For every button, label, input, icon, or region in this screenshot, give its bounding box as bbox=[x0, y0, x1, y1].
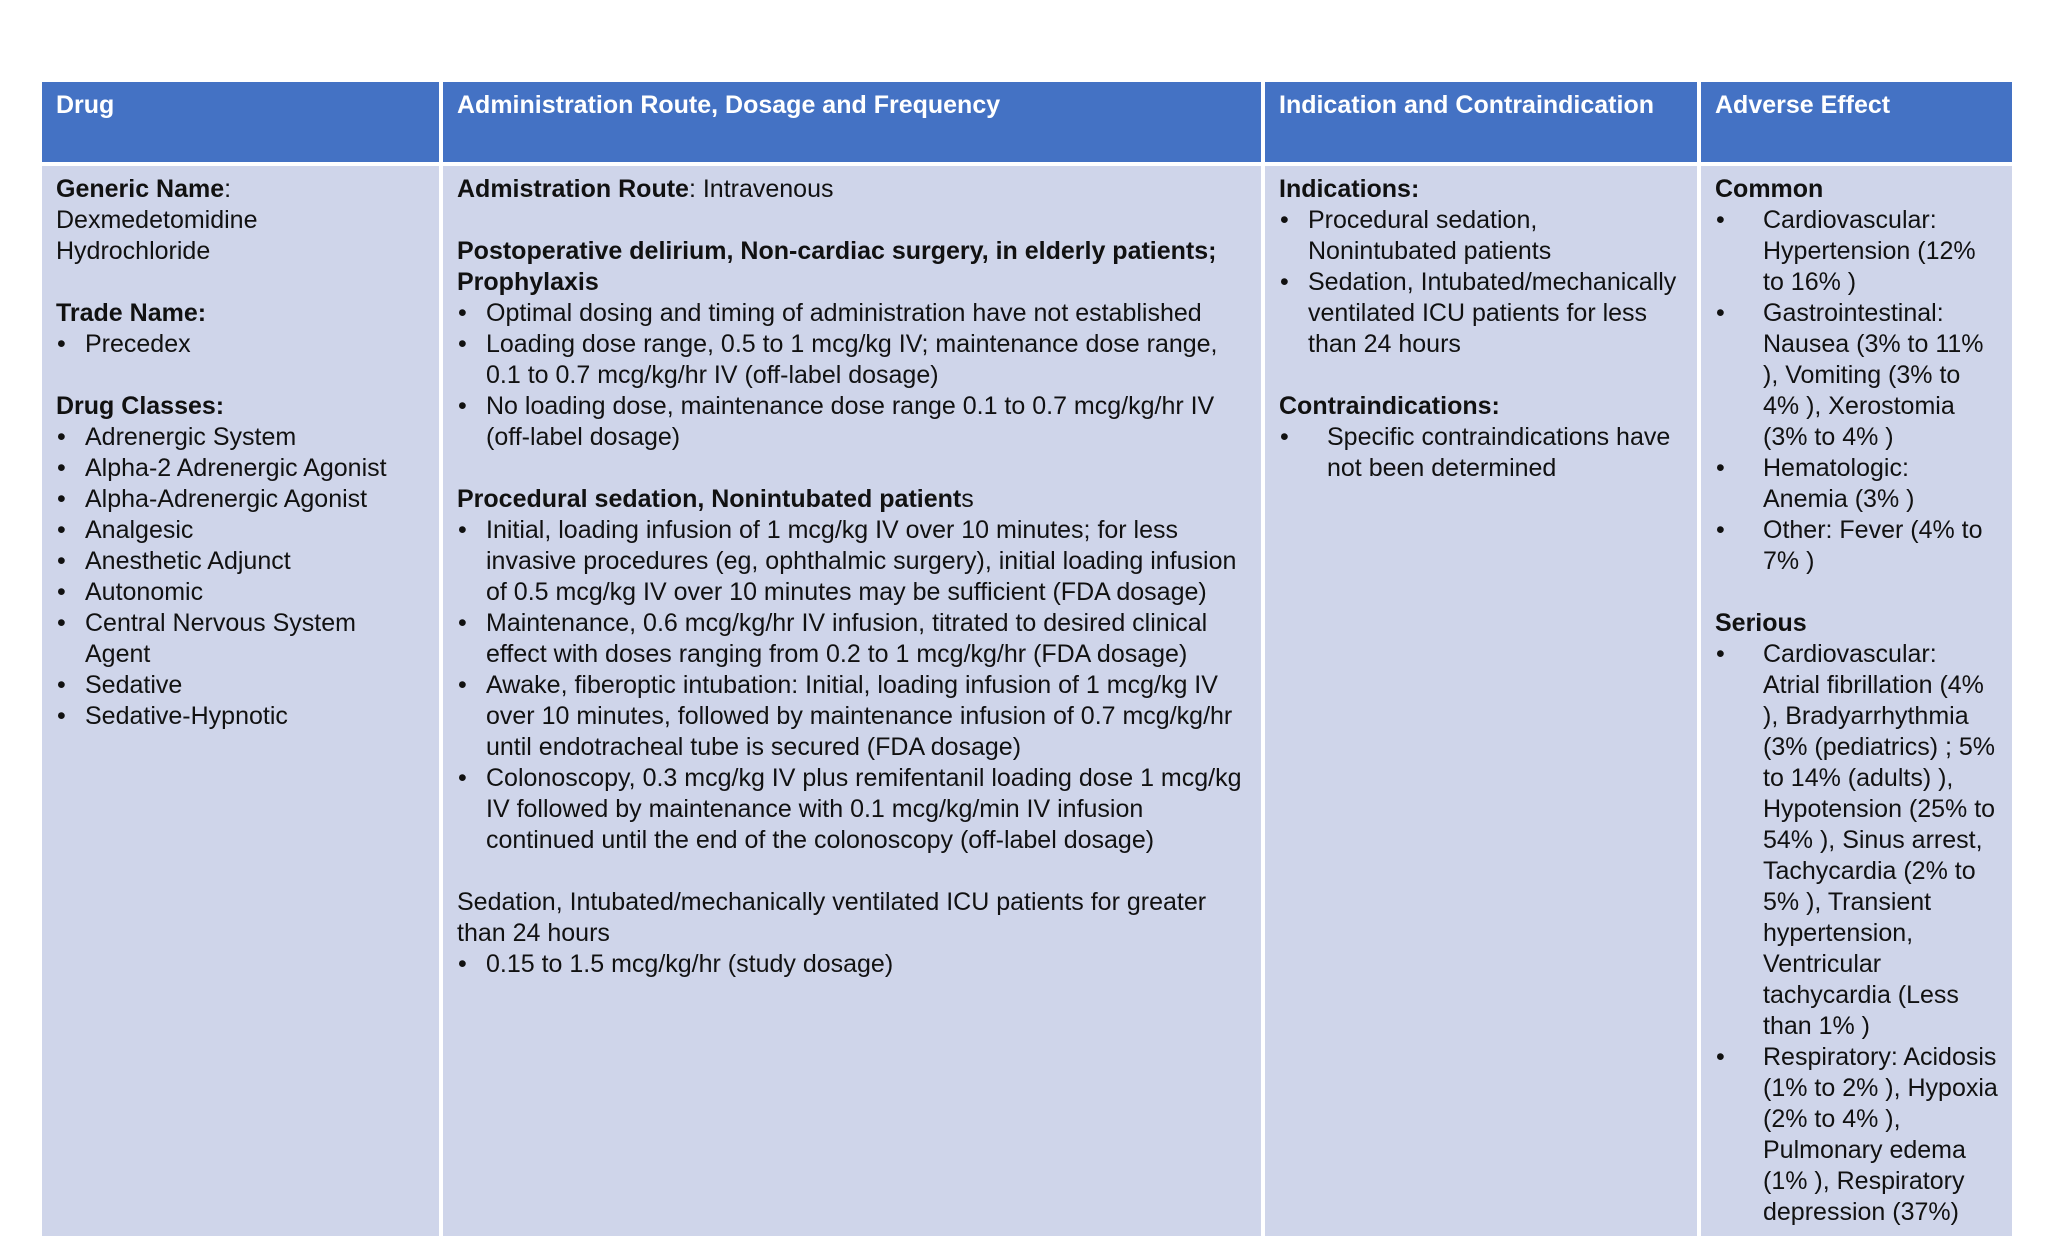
section-icu-title: Sedation, Intubated/mechanically ventilated ICU patients for greater than 24 hours bbox=[457, 888, 1207, 947]
route-label: Admistration Route bbox=[457, 175, 689, 203]
header-indication: Indication and Contraindication bbox=[1263, 80, 1699, 164]
adverse-effect-cell bbox=[1699, 164, 2014, 1238]
header-drug: Drug bbox=[40, 80, 441, 164]
drug-classes-label: Drug Classes: bbox=[56, 392, 225, 420]
list-item: • Other: Fever (4% to 7% ) bbox=[1715, 515, 1998, 577]
administration-cell bbox=[441, 164, 1263, 1238]
list-item: • Optimal dosing and timing of administration have not established bbox=[457, 298, 1247, 329]
list-item: • Cardiovascular: Atrial fibrillation (4% ), Bradyarrhythmia (3% (pediatrics) ; 5% to 14% (adults) ), Hypotension (25% to 54% ), Sinus arrest, Tachycardia (2% to 5% ), Transient hypertension, Ventricular tachycardia (Less than 1% ) bbox=[1715, 639, 1998, 1042]
indication-cell bbox=[1263, 164, 1699, 1238]
list-item: • Initial, loading infusion of 1 mcg/kg IV over 10 minutes; for less invasive procedures (eg, ophthalmic surgery), initial loading infusion of 0.5 mcg/kg IV over 10 minutes may be sufficient (FDA dosage) bbox=[457, 515, 1247, 608]
indications-list bbox=[1279, 205, 1683, 360]
generic-name-colon: : bbox=[224, 175, 232, 203]
generic-name-label: Generic Name bbox=[56, 175, 225, 203]
list-item: • No loading dose, maintenance dose range 0.1 to 0.7 mcg/kg/hr IV (off-label dosage) bbox=[457, 391, 1247, 453]
table-row bbox=[40, 164, 2014, 1238]
list-item: • Procedural sedation, Nonintubated patients bbox=[1279, 205, 1683, 267]
list-item: • Analgesic bbox=[56, 515, 425, 546]
common-effects-list bbox=[1715, 205, 1998, 577]
section-procedural-list bbox=[457, 515, 1247, 856]
section-procedural-title-tail: s bbox=[961, 485, 974, 513]
section-procedural-title-bold: Procedural sedation, Nonintubated patient bbox=[457, 485, 962, 513]
serious-label: Serious bbox=[1715, 609, 1807, 637]
list-item: • Hematologic: Anemia (3% ) bbox=[1715, 453, 1998, 515]
list-item: • Sedative bbox=[56, 670, 425, 701]
list-item: • Central Nervous System Agent bbox=[56, 608, 425, 670]
list-item: • Specific contraindications have not been determined bbox=[1279, 422, 1683, 484]
common-label: Common bbox=[1715, 175, 1824, 203]
list-item: • Cardiovascular: Hypertension (12% to 16% ) bbox=[1715, 205, 1998, 298]
section-postoperative-title: Postoperative delirium, Non-cardiac surgery, in elderly patients; Prophylaxis bbox=[457, 237, 1217, 296]
list-item: • Anesthetic Adjunct bbox=[56, 546, 425, 577]
list-item: • Alpha-Adrenergic Agonist bbox=[56, 484, 425, 515]
list-item: • Sedative-Hypnotic bbox=[56, 701, 425, 732]
route-value: : Intravenous bbox=[688, 175, 834, 203]
generic-name-block bbox=[56, 174, 425, 205]
header-row bbox=[40, 80, 2014, 164]
indications-label: Indications: bbox=[1279, 175, 1420, 203]
list-item: • Autonomic bbox=[56, 577, 425, 608]
section-postoperative-list bbox=[457, 298, 1247, 453]
route-block bbox=[457, 174, 1247, 205]
header-administration: Administration Route, Dosage and Frequency bbox=[441, 80, 1263, 164]
trade-name-label: Trade Name: bbox=[56, 299, 207, 327]
contraindications-list bbox=[1279, 422, 1683, 484]
list-item: • Loading dose range, 0.5 to 1 mcg/kg IV; maintenance dose range, 0.1 to 0.7 mcg/kg/hr IV (off-label dosage) bbox=[457, 329, 1247, 391]
list-item: • Colonoscopy, 0.3 mcg/kg IV plus remifentanil loading dose 1 mcg/kg IV followed by maintenance with 0.1 mcg/kg/min IV infusion continued until the end of the colonoscopy (off-label dosage) bbox=[457, 763, 1247, 856]
list-item: • Sedation, Intubated/mechanically ventilated ICU patients for less than 24 hours bbox=[1279, 267, 1683, 360]
list-item: • Adrenergic System bbox=[56, 422, 425, 453]
serious-effects-list bbox=[1715, 639, 1998, 1228]
list-item: • Gastrointestinal: Nausea (3% to 11% ), Vomiting (3% to 4% ), Xerostomia (3% to 4% ) bbox=[1715, 298, 1998, 453]
list-item: • Respiratory: Acidosis (1% to 2% ), Hypoxia (2% to 4% ), Pulmonary edema (1% ), Respiratory depression (37%) bbox=[1715, 1042, 1998, 1228]
trade-name-list bbox=[56, 329, 425, 360]
drug-info-table bbox=[38, 78, 2016, 1240]
list-item: • 0.15 to 1.5 mcg/kg/hr (study dosage) bbox=[457, 949, 1247, 980]
drug-cell bbox=[40, 164, 441, 1238]
list-item: • Precedex bbox=[56, 329, 425, 360]
section-icu-list bbox=[457, 949, 1247, 980]
generic-name-value: Dexmedetomidine Hydrochloride bbox=[56, 206, 258, 265]
drug-classes-list bbox=[56, 422, 425, 732]
header-adverse-effect: Adverse Effect bbox=[1699, 80, 2014, 164]
section-procedural-title bbox=[457, 484, 1247, 515]
list-item: • Awake, fiberoptic intubation: Initial, loading infusion of 1 mcg/kg IV over 10 minutes, followed by maintenance infusion of 0.7 mcg/kg/hr until endotracheal tube is secured (FDA dosage) bbox=[457, 670, 1247, 763]
contraindications-label: Contraindications: bbox=[1279, 392, 1500, 420]
list-item: • Alpha-2 Adrenergic Agonist bbox=[56, 453, 425, 484]
list-item: • Maintenance, 0.6 mcg/kg/hr IV infusion, titrated to desired clinical effect with doses ranging from 0.2 to 1 mcg/kg/hr (FDA dosage) bbox=[457, 608, 1247, 670]
